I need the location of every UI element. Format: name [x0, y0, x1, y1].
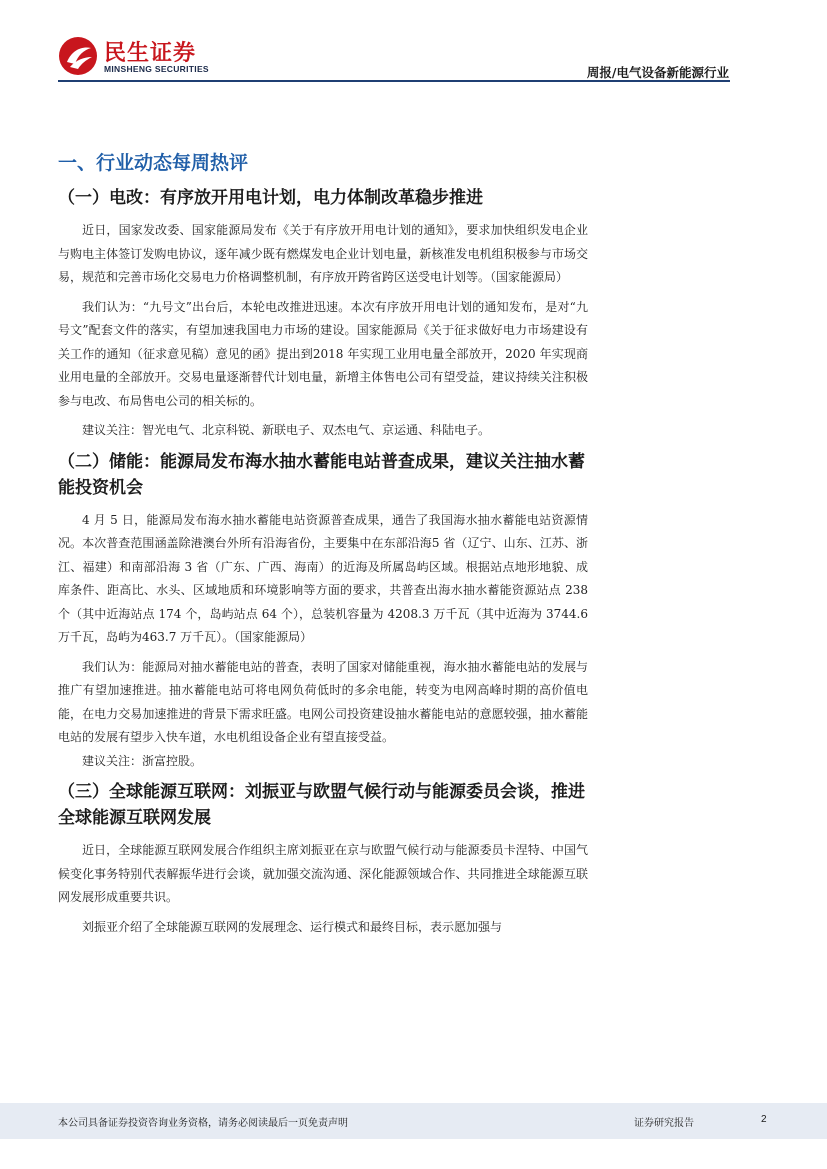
subsection-power-reform: [58, 185, 588, 443]
subsection-energy-storage: [58, 449, 588, 774]
paragraph: 近日，国家发改委、国家能源局发布《关于有序放开用电计划的通知》，要求加快组织发电企业与购电主体签订发购电协议，逐年减少既有燃煤发电企业计划电量，新核准发电机组积极参与市场交易，规范和完善市场化交易电力价格调整机制，有序放开跨省跨区送受电计划等。（国家能源局）: [58, 223, 588, 284]
minsheng-logo-icon: [58, 36, 98, 76]
report-type-label: 周报/电气设备新能源行业: [586, 65, 729, 80]
subsection-heading: （二）储能：能源局发布海水抽水蓄能电站普查成果，建议关注抽水蓄能投资机会: [58, 451, 585, 498]
page-header: [0, 0, 827, 90]
logo-chinese-name: 民生证券: [104, 41, 197, 66]
paragraph: 建议关注：浙富控股。: [82, 753, 203, 768]
paragraph: 我们认为：“九号文”出台后，本轮电改推进迅速。本次有序放开用电计划的通知发布，是对“九号文”配套文件的落实，有望加速我国电力市场的建设。国家能源局《关于征求做好电力市场建设有关工作的通知（征求意见稿）意见的函》提出到2018 年实现工业用电量全部放开，2020 年实现商业用电量的全部放开。交易电量逐渐替代计划电量，新增主体售电公司有望受益，建议持续关注积极参与电改、布局售电公司的相关标的。: [58, 299, 588, 408]
paragraph: 近日，全球能源互联网发展合作组织主席刘振亚在京与欧盟气候行动与能源委员卡涅特、中国气候变化事务特别代表解振华进行会谈，就加强交流沟通、深化能源领域合作、共同推进全球能源互联网发展形成重要共识。: [58, 843, 588, 904]
paragraph: 刘振亚介绍了全球能源互联网的发展理念、运行模式和最终目标，表示愿加强与: [82, 919, 503, 934]
paragraph: 4 月 5 日，能源局发布海水抽水蓄能电站资源普查成果，通告了我国海水抽水蓄能电站资源情况。本次普查范围涵盖除港澳台外所有沿海省份，主要集中在东部沿海5 省（辽宁、山东、江苏、浙江、福建）和南部沿海 3 省（广东、广西、海南）的近海及所属岛屿区域。根据站点地形地貌、成库条件、距高比、水头、区域地质和环境影响等方面的要求，共普查出海水抽水蓄能资源站点 238 个（其中近海站点 174 个，岛屿站点 64 个），总装机容量为 4208.3 万千瓦（其中近海为 3744.6 万千瓦，岛屿为463.7 万千瓦）。（国家能源局）: [58, 512, 588, 644]
paragraph: 我们认为：能源局对抽水蓄能电站的普查，表明了国家对储能重视，海水抽水蓄能电站的发展与推广有望加速推进。抽水蓄能电站可将电网负荷低时的多余电能，转变为电网高峰时期的高价值电能，在电力交易加速推进的背景下需求旺盛。电网公司投资建设抽水蓄能电站的意愿较强，抽水蓄能电站的发展有望步入快车道，水电机组设备企业有望直接受益。: [58, 659, 588, 744]
subsection-global-energy-internet: [58, 779, 588, 939]
company-logo: [58, 36, 218, 80]
section-title: 一、行业动态每周热评: [58, 152, 249, 174]
header-divider: [58, 80, 730, 82]
footer-report-label: 证券研究报告: [634, 1118, 694, 1129]
subsection-heading: （三）全球能源互联网：刘振亚与欧盟气候行动与能源委员会谈，推进全球能源互联网发展: [58, 782, 585, 828]
subsection-heading: （一）电改：有序放开用电计划，电力体制改革稳步推进: [58, 188, 483, 208]
paragraph: 建议关注：智光电气、北京科锐、新联电子、双杰电气、京运通、科陆电子。: [82, 423, 491, 437]
logo-english-name: MINSHENG SECURITIES: [104, 64, 209, 74]
page-number: 2: [761, 1114, 767, 1125]
footer-disclaimer: 本公司具备证券投资咨询业务资格，请务必阅读最后一页免责声明: [58, 1118, 348, 1129]
report-body: [58, 140, 588, 945]
